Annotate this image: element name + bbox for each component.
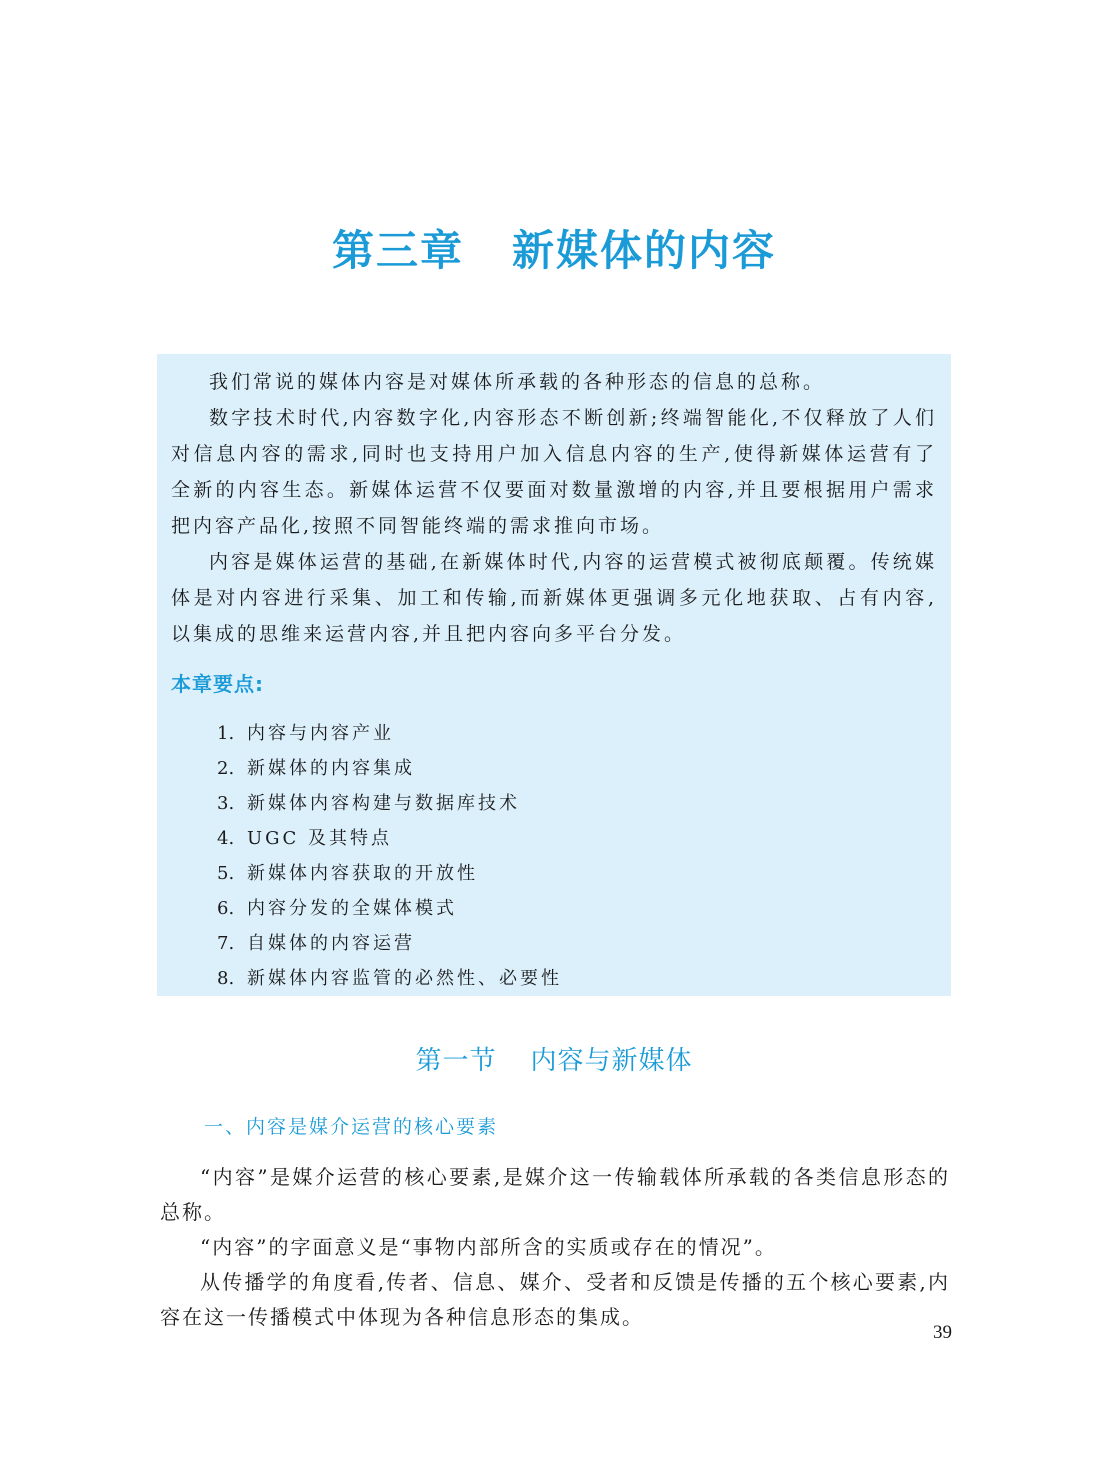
keypoint-text: 自媒体的内容运营 <box>247 933 415 954</box>
keypoint-item <box>217 856 937 891</box>
chapter-title <box>0 218 1108 278</box>
body-text <box>160 1160 950 1335</box>
body-paragraph-3: 从传播学的角度看,传者、信息、媒介、受者和反馈是传播的五个核心要素,内容在这一传播模式中体现为各种信息形态的集成。 <box>160 1270 950 1329</box>
keypoint-text: 新媒体内容监管的必然性、必要性 <box>247 968 562 989</box>
keypoint-number: 4. <box>217 828 235 849</box>
body-paragraph-2: “内容”的字面意义是“事物内部所含的实质或存在的情况”。 <box>200 1235 777 1259</box>
keypoint-text: 新媒体内容获取的开放性 <box>247 863 478 884</box>
keypoints-list <box>171 716 937 996</box>
chapter-number: 第三章 <box>331 226 464 275</box>
body-paragraph-1: “内容”是媒介运营的核心要素,是媒介这一传输载体所承载的各类信息形态的总称。 <box>160 1165 950 1224</box>
keypoint-item <box>217 786 937 821</box>
keypoints-heading: 本章要点: <box>171 672 264 696</box>
keypoint-number: 5. <box>217 863 235 884</box>
keypoint-number: 1. <box>217 723 235 744</box>
keypoint-text: UGC 及其特点 <box>247 828 393 849</box>
summary-paragraph-2: 数字技术时代,内容数字化,内容形态不断创新;终端智能化,不仅释放了人们对信息内容的需求,同时也支持用户加入信息内容的生产,使得新媒体运营有了全新的内容生态。新媒体运营不仅要面对数量激增的内容,并且要根据用户需求把内容产品化,按照不同智能终端的需求推向市场。 <box>171 407 937 537</box>
keypoint-text: 新媒体的内容集成 <box>247 758 415 779</box>
section-name: 内容与新媒体 <box>530 1046 693 1076</box>
keypoint-number: 8. <box>217 968 235 989</box>
subsection-title: 一、内容是媒介运营的核心要素 <box>204 1116 499 1138</box>
keypoint-number: 2. <box>217 758 235 779</box>
keypoint-text: 内容与内容产业 <box>247 723 394 744</box>
section-number: 第一节 <box>415 1046 497 1076</box>
chapter-summary-box <box>157 354 951 996</box>
summary-paragraph-1: 我们常说的媒体内容是对媒体所承载的各种形态的信息的总称。 <box>209 371 826 393</box>
keypoint-text: 新媒体内容构建与数据库技术 <box>247 793 520 814</box>
summary-paragraph-3: 内容是媒体运营的基础,在新媒体时代,内容的运营模式被彻底颠覆。传统媒体是对内容进行采集、加工和传输,而新媒体更强调多元化地获取、占有内容,以集成的思维来运营内容,并且把内容向多平台分发。 <box>171 551 937 645</box>
keypoint-item <box>217 891 937 926</box>
keypoint-text: 内容分发的全媒体模式 <box>247 898 457 919</box>
keypoint-item <box>217 821 937 856</box>
keypoint-item <box>217 961 937 996</box>
section-title <box>0 1040 1108 1077</box>
keypoint-number: 3. <box>217 793 235 814</box>
keypoint-number: 6. <box>217 898 235 919</box>
keypoint-item <box>217 926 937 961</box>
keypoint-item <box>217 716 937 751</box>
page-number: 39 <box>933 1322 952 1343</box>
chapter-name: 新媒体的内容 <box>512 226 777 275</box>
keypoint-number: 7. <box>217 933 235 954</box>
keypoint-item <box>217 751 937 786</box>
